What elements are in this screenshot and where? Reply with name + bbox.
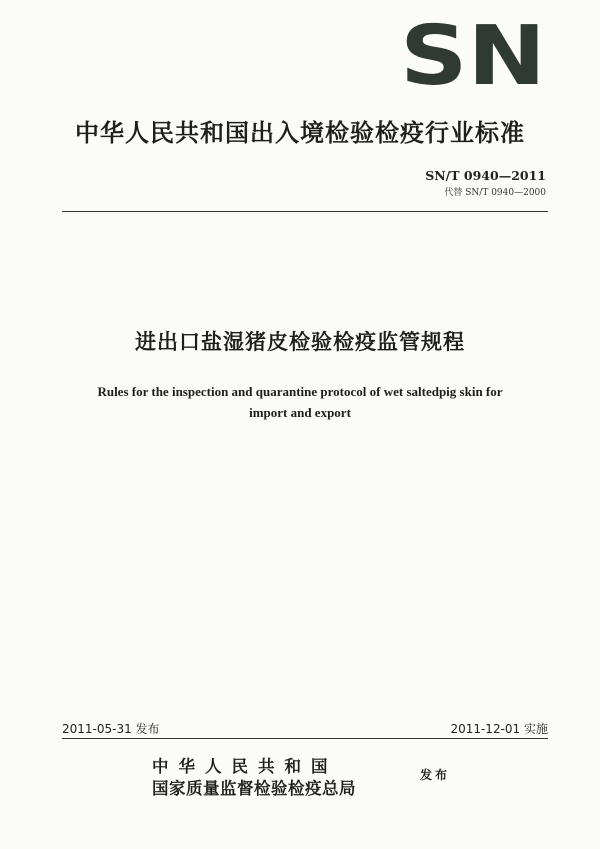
issuer-country: 中华人民共和国 <box>152 757 338 776</box>
issuer-agency: 国家质量监督检验检疫总局 <box>152 779 356 798</box>
sn-logo <box>398 14 548 94</box>
issue-label: 发布 <box>420 768 451 782</box>
industry-standard-title: 中华人民共和国出入境检验检疫行业标准 <box>75 119 525 147</box>
top-divider <box>62 211 548 212</box>
replaced-standard: 代替 SN/T 0940—2000 <box>444 188 546 198</box>
issue-date: 2011-05-31 发布 <box>62 722 160 736</box>
english-title <box>90 381 510 423</box>
english-title-line-1: Rules for the inspection and quarantine protocol of wet saltedpig skin for <box>97 384 503 399</box>
bottom-divider <box>62 738 548 739</box>
english-title-line-2: import and export <box>249 405 351 420</box>
implementation-date: 2011-12-01 实施 <box>450 722 548 736</box>
sn-logo-text: SN <box>400 14 546 94</box>
chinese-title: 进出口盐湿猪皮检验检疫监管规程 <box>135 330 465 354</box>
standard-number: SN/T 0940—2011 <box>425 168 546 183</box>
